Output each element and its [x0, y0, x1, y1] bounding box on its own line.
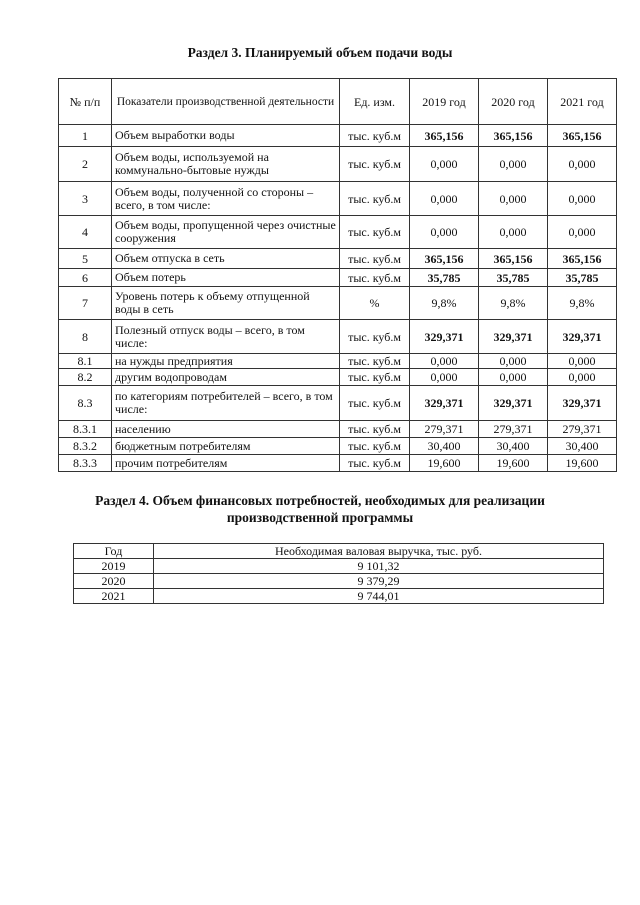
row-value-2019: 329,371 [410, 386, 479, 421]
row-value-2021: 365,156 [548, 125, 617, 147]
row-year: 2019 [74, 559, 154, 574]
revenue-table [73, 543, 604, 604]
row-unit: тыс. куб.м [340, 320, 410, 354]
section3-title: Планируемый объем подачи воды [245, 45, 453, 60]
row-unit: тыс. куб.м [340, 386, 410, 421]
row-num: 1 [59, 125, 112, 147]
row-value-2020: 329,371 [479, 320, 548, 354]
row-value-2019: 365,156 [410, 125, 479, 147]
row-unit: тыс. куб.м [340, 269, 410, 287]
row-value-2019: 0,000 [410, 369, 479, 386]
row-value-2020: 19,600 [479, 455, 548, 472]
row-value-2020: 0,000 [479, 147, 548, 182]
row-value-2021: 9,8% [548, 287, 617, 320]
row-value-2019: 0,000 [410, 147, 479, 182]
header-year: Год [74, 544, 154, 559]
row-indicator: населению [112, 421, 340, 438]
water-supply-table [58, 78, 617, 472]
row-indicator: Полезный отпуск воды – всего, в том числе: [112, 320, 340, 354]
row-num: 2 [59, 147, 112, 182]
table-row [59, 320, 617, 354]
row-value-2019: 329,371 [410, 320, 479, 354]
table-row [59, 421, 617, 438]
header-2019: 2019 год [410, 79, 479, 125]
row-value-2020: 279,371 [479, 421, 548, 438]
row-num: 6 [59, 269, 112, 287]
header-2021: 2021 год [548, 79, 617, 125]
row-value-2020: 365,156 [479, 125, 548, 147]
row-value-2019: 0,000 [410, 182, 479, 216]
table-row [74, 589, 604, 604]
table-row [59, 147, 617, 182]
row-year: 2020 [74, 574, 154, 589]
row-unit: тыс. куб.м [340, 354, 410, 369]
row-value-2021: 19,600 [548, 455, 617, 472]
row-num: 8.1 [59, 354, 112, 369]
table-row [59, 249, 617, 269]
row-num: 8.3.3 [59, 455, 112, 472]
row-unit: тыс. куб.м [340, 182, 410, 216]
table-row [59, 438, 617, 455]
row-indicator: Объем воды, используемой на коммунально-бытовые нужды [112, 147, 340, 182]
row-num: 3 [59, 182, 112, 216]
row-unit: тыс. куб.м [340, 216, 410, 249]
row-value-2019: 0,000 [410, 216, 479, 249]
section3-heading [0, 44, 640, 61]
table-row [59, 455, 617, 472]
row-unit: тыс. куб.м [340, 421, 410, 438]
header-2020: 2020 год [479, 79, 548, 125]
row-value-2020: 0,000 [479, 182, 548, 216]
row-unit: тыс. куб.м [340, 369, 410, 386]
row-value-2021: 0,000 [548, 354, 617, 369]
row-indicator: по категориям потребителей – всего, в том числе: [112, 386, 340, 421]
row-indicator: Объем выработки воды [112, 125, 340, 147]
section4-title-line2: производственной программы [226, 510, 414, 525]
row-unit: тыс. куб.м [340, 147, 410, 182]
row-value-2020: 9,8% [479, 287, 548, 320]
row-value-2021: 0,000 [548, 216, 617, 249]
row-unit: тыс. куб.м [340, 455, 410, 472]
header-revenue: Необходимая валовая выручка, тыс. руб. [154, 544, 604, 559]
table-row [59, 216, 617, 249]
table-header-row [59, 79, 617, 125]
row-value-2020: 0,000 [479, 216, 548, 249]
header-unit: Ед. изм. [340, 79, 410, 125]
header-num: № п/п [59, 79, 112, 125]
row-value-2019: 19,600 [410, 455, 479, 472]
row-value-2020: 329,371 [479, 386, 548, 421]
row-year: 2021 [74, 589, 154, 604]
row-num: 7 [59, 287, 112, 320]
row-revenue: 9 744,01 [154, 589, 604, 604]
row-value-2020: 0,000 [479, 354, 548, 369]
row-num: 5 [59, 249, 112, 269]
row-value-2019: 365,156 [410, 249, 479, 269]
row-value-2019: 0,000 [410, 354, 479, 369]
row-value-2020: 365,156 [479, 249, 548, 269]
row-value-2021: 30,400 [548, 438, 617, 455]
table-row [59, 269, 617, 287]
row-indicator: на нужды предприятия [112, 354, 340, 369]
row-value-2019: 9,8% [410, 287, 479, 320]
row-value-2020: 0,000 [479, 369, 548, 386]
row-value-2021: 329,371 [548, 386, 617, 421]
row-num: 8 [59, 320, 112, 354]
row-unit: тыс. куб.м [340, 249, 410, 269]
row-indicator: Объем воды, пропущенной через очистные сооружения [112, 216, 340, 249]
row-value-2021: 279,371 [548, 421, 617, 438]
header-indicator: Показатели производственной деятельности [112, 79, 340, 125]
row-num: 8.3.1 [59, 421, 112, 438]
table-row [59, 182, 617, 216]
row-value-2019: 30,400 [410, 438, 479, 455]
row-num: 8.3 [59, 386, 112, 421]
row-unit: тыс. куб.м [340, 438, 410, 455]
row-num: 8.2 [59, 369, 112, 386]
row-indicator: другим водопроводам [112, 369, 340, 386]
row-indicator: Объем отпуска в сеть [112, 249, 340, 269]
row-value-2021: 0,000 [548, 182, 617, 216]
row-value-2019: 35,785 [410, 269, 479, 287]
table-row [59, 386, 617, 421]
row-value-2021: 329,371 [548, 320, 617, 354]
table-row [59, 354, 617, 369]
row-indicator: прочим потребителям [112, 455, 340, 472]
row-indicator: Объем потерь [112, 269, 340, 287]
table-row [74, 559, 604, 574]
table-row [59, 369, 617, 386]
row-revenue: 9 379,29 [154, 574, 604, 589]
table-row [59, 287, 617, 320]
row-unit: тыс. куб.м [340, 125, 410, 147]
row-unit: % [340, 287, 410, 320]
row-value-2019: 279,371 [410, 421, 479, 438]
section4-label: Раздел 4. [95, 493, 150, 508]
section4-heading [0, 492, 640, 526]
row-indicator: Уровень потерь к объему отпущенной воды в сеть [112, 287, 340, 320]
table-row [59, 125, 617, 147]
row-value-2021: 35,785 [548, 269, 617, 287]
table-row [74, 574, 604, 589]
section4-title-line1: Объем финансовых потребностей, необходимых для реализации [152, 493, 545, 508]
table-header-row [74, 544, 604, 559]
row-num: 8.3.2 [59, 438, 112, 455]
row-indicator: Объем воды, полученной со стороны – всего, в том числе: [112, 182, 340, 216]
row-num: 4 [59, 216, 112, 249]
row-revenue: 9 101,32 [154, 559, 604, 574]
row-value-2020: 35,785 [479, 269, 548, 287]
section3-label: Раздел 3. [187, 45, 242, 60]
row-value-2021: 0,000 [548, 369, 617, 386]
row-value-2020: 30,400 [479, 438, 548, 455]
row-value-2021: 365,156 [548, 249, 617, 269]
row-value-2021: 0,000 [548, 147, 617, 182]
row-indicator: бюджетным потребителям [112, 438, 340, 455]
